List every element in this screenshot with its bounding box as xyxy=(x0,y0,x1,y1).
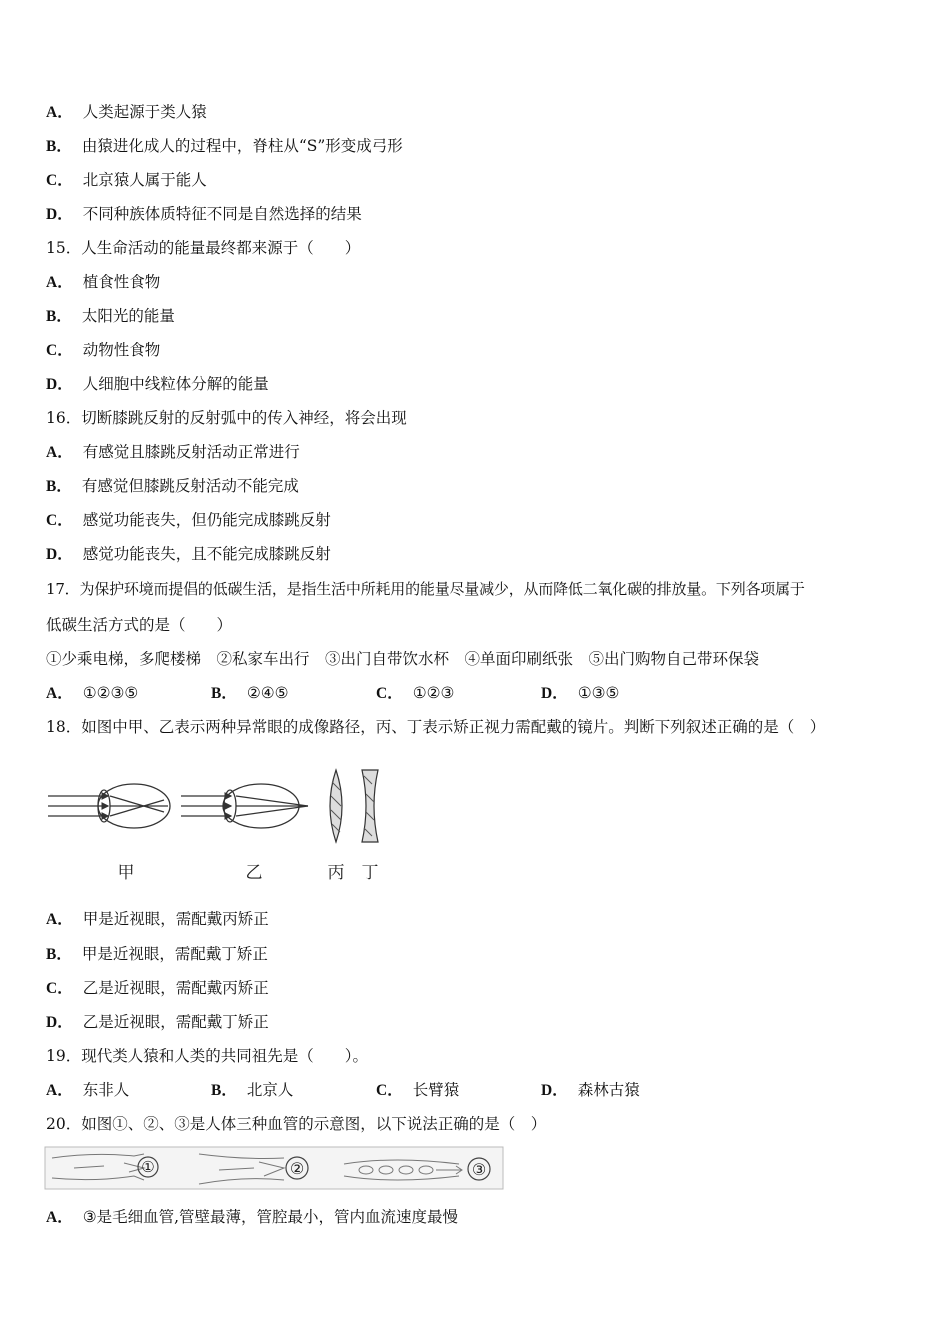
eye-yi-diagram xyxy=(181,784,308,828)
eye-jia-diagram xyxy=(48,784,170,828)
vessel-label-2-text: ② xyxy=(289,1159,305,1178)
q19-option-d: D． 森林古猿 xyxy=(541,1081,640,1099)
q16-option-d: D． 感觉功能丧失，且不能完成膝跳反射 xyxy=(46,545,331,563)
q17-stem-line2: 低碳生活方式的是（ ） xyxy=(46,616,233,634)
q17-stem-line1: 17．为保护环境而提倡的低碳生活，是指生活中所耗用的能量尽量减少，从而降低二氧化碳的排放量。下列各项属于 xyxy=(46,580,805,598)
q19-option-c: C． 长臂猿 xyxy=(376,1081,460,1099)
q15-option-c: C． 动物性食物 xyxy=(46,341,161,359)
q18-option-c: C． 乙是近视眼，需配戴丙矫正 xyxy=(46,979,269,997)
q14-option-c: C． 北京猿人属于能人 xyxy=(46,171,207,189)
q20-stem: 20．如图①、②、③是人体三种血管的示意图，以下说法正确的是（ ） xyxy=(46,1115,547,1133)
q16-option-c: C． 感觉功能丧失，但仍能完成膝跳反射 xyxy=(46,511,331,529)
figure-label-yi: 乙 xyxy=(245,863,263,883)
blood-vessel-figure xyxy=(44,1146,506,1192)
q16-stem: 16．切断膝跳反射的反射弧中的传入神经，将会出现 xyxy=(46,409,407,427)
q16-option-a: A． 有感觉且膝跳反射活动正常进行 xyxy=(46,443,300,461)
eye-lens-figure xyxy=(46,762,386,887)
q17-option-d: D． ①③⑤ xyxy=(541,684,620,702)
figure-label-jia: 甲 xyxy=(117,863,135,883)
q15-option-b: B． 太阳光的能量 xyxy=(46,307,175,325)
q15-stem: 15．人生命活动的能量最终都来源于（ ） xyxy=(46,239,361,257)
q19-stem: 19．现代类人猿和人类的共同祖先是（ ）。 xyxy=(46,1047,368,1065)
q18-option-d: D． 乙是近视眼，需配戴丁矫正 xyxy=(46,1013,269,1031)
q15-option-a: A． 植食性食物 xyxy=(46,273,161,291)
q18-option-b: B． 甲是近视眼，需配戴丁矫正 xyxy=(46,945,268,963)
q14-option-a: A． 人类起源于类人猿 xyxy=(46,103,207,121)
q20-option-a: A． ③是毛细血管,管壁最薄，管腔最小，管内血流速度最慢 xyxy=(46,1208,459,1226)
q18-option-a: A． 甲是近视眼，需配戴丙矫正 xyxy=(46,910,269,928)
q15-option-d: D． 人细胞中线粒体分解的能量 xyxy=(46,375,269,393)
q19-option-b: B． 北京人 xyxy=(211,1081,294,1099)
vessel-label-1-text: ① xyxy=(141,1158,155,1176)
convex-lens-bing xyxy=(330,770,342,842)
concave-lens-ding xyxy=(362,770,378,842)
q14-option-b: B． 由猿进化成人的过程中，脊柱从“S”形变成弓形 xyxy=(46,137,403,155)
q18-stem: 18．如图中甲、乙表示两种异常眼的成像路径，丙、丁表示矫正视力需配戴的镜片。判断下列叙述正确的是（ ） xyxy=(46,718,826,736)
q17-option-b: B． ②④⑤ xyxy=(211,684,289,702)
q17-items: ①少乘电梯，多爬楼梯 ②私家车出行 ③出门自带饮水杯 ④单面印刷纸张 ⑤出门购物自己带环保袋 xyxy=(46,650,760,668)
figure-label-bing: 丙 xyxy=(327,863,345,883)
q17-option-c: C． ①②③ xyxy=(376,684,455,702)
q16-option-b: B． 有感觉但膝跳反射活动不能完成 xyxy=(46,477,299,495)
vessel-label-3-text: ③ xyxy=(471,1160,487,1179)
q14-option-d: D． 不同种族体质特征不同是自然选择的结果 xyxy=(46,205,362,223)
q17-option-a: A． ①②③⑤ xyxy=(46,684,139,702)
figure-label-ding: 丁 xyxy=(361,863,379,883)
q19-option-a: A． 东非人 xyxy=(46,1081,130,1099)
